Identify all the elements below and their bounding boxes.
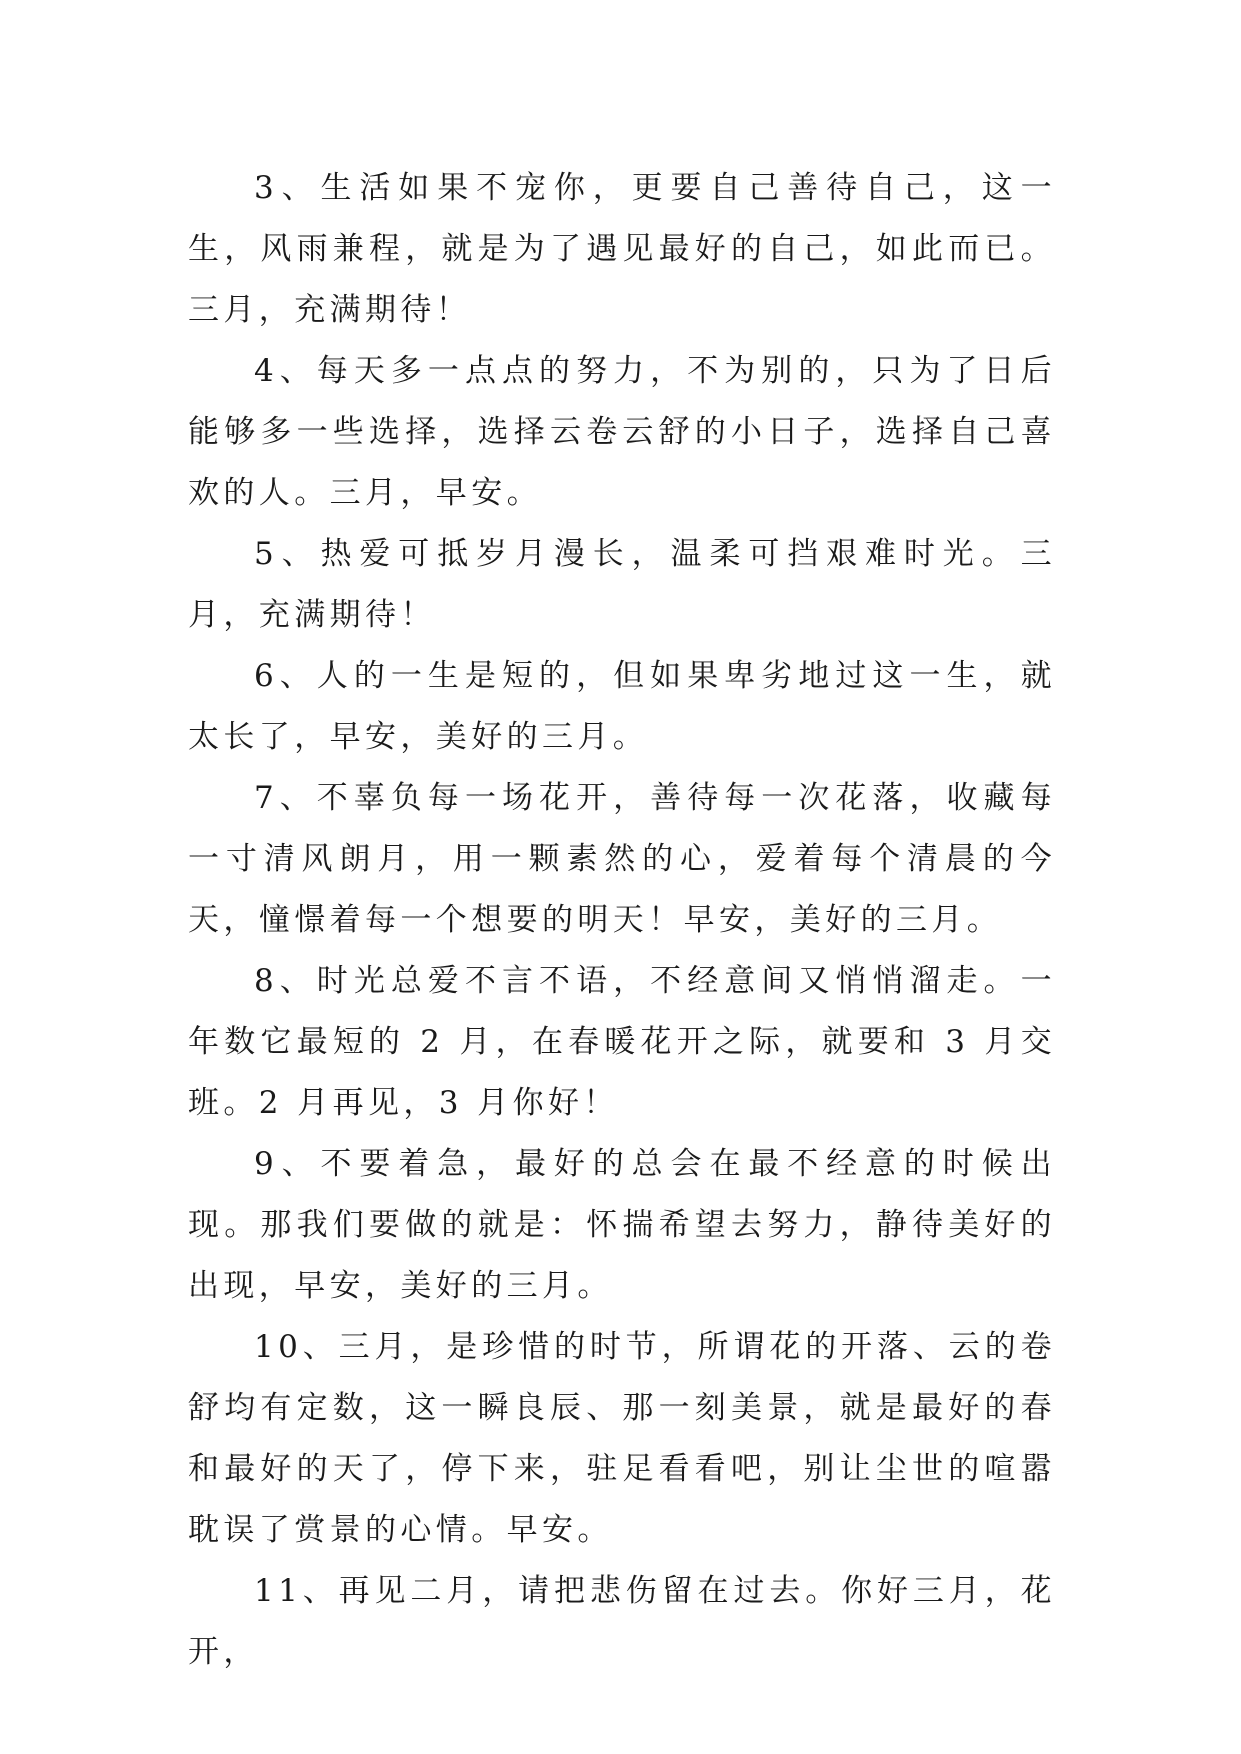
paragraph-3: 3、生活如果不宠你，更要自己善待自己，这一生，风雨兼程，就是为了遇见最好的自己，如此而已。三月，充满期待！ [188,170,1056,328]
document-body [188,158,1056,1683]
paragraph-5: 5、热爱可抵岁月漫长，温柔可挡艰难时光。三月，充满期待！ [188,536,1056,633]
paragraph-4: 4、每天多一点点的努力，不为别的，只为了日后能够多一些选择，选择云卷云舒的小日子，选择自己喜欢的人。三月，早安。 [188,353,1056,511]
paragraph-6: 6、人的一生是短的，但如果卑劣地过这一生，就太长了，早安，美好的三月。 [188,658,1056,755]
paragraph-7: 7、不辜负每一场花开，善待每一次花落，收藏每一寸清风朗月，用一颗素然的心，爱着每个清晨的今天，憧憬着每一个想要的明天！早安，美好的三月。 [188,780,1056,938]
paragraph-9: 9、不要着急，最好的总会在最不经意的时候出现。那我们要做的就是：怀揣希望去努力，静待美好的出现，早安，美好的三月。 [188,1146,1056,1304]
paragraph-10: 10、三月，是珍惜的时节，所谓花的开落、云的卷舒均有定数，这一瞬良辰、那一刻美景，就是最好的春和最好的天了，停下来，驻足看看吧，别让尘世的喧嚣耽误了赏景的心情。早安。 [188,1329,1056,1548]
paragraph-11: 11、再见二月，请把悲伤留在过去。你好三月，花开， [188,1573,1056,1670]
paragraph-8: 8、时光总爱不言不语，不经意间又悄悄溜走。一年数它最短的 2 月，在春暖花开之际，就要和 3 月交班。2 月再见，3 月你好！ [188,963,1056,1121]
